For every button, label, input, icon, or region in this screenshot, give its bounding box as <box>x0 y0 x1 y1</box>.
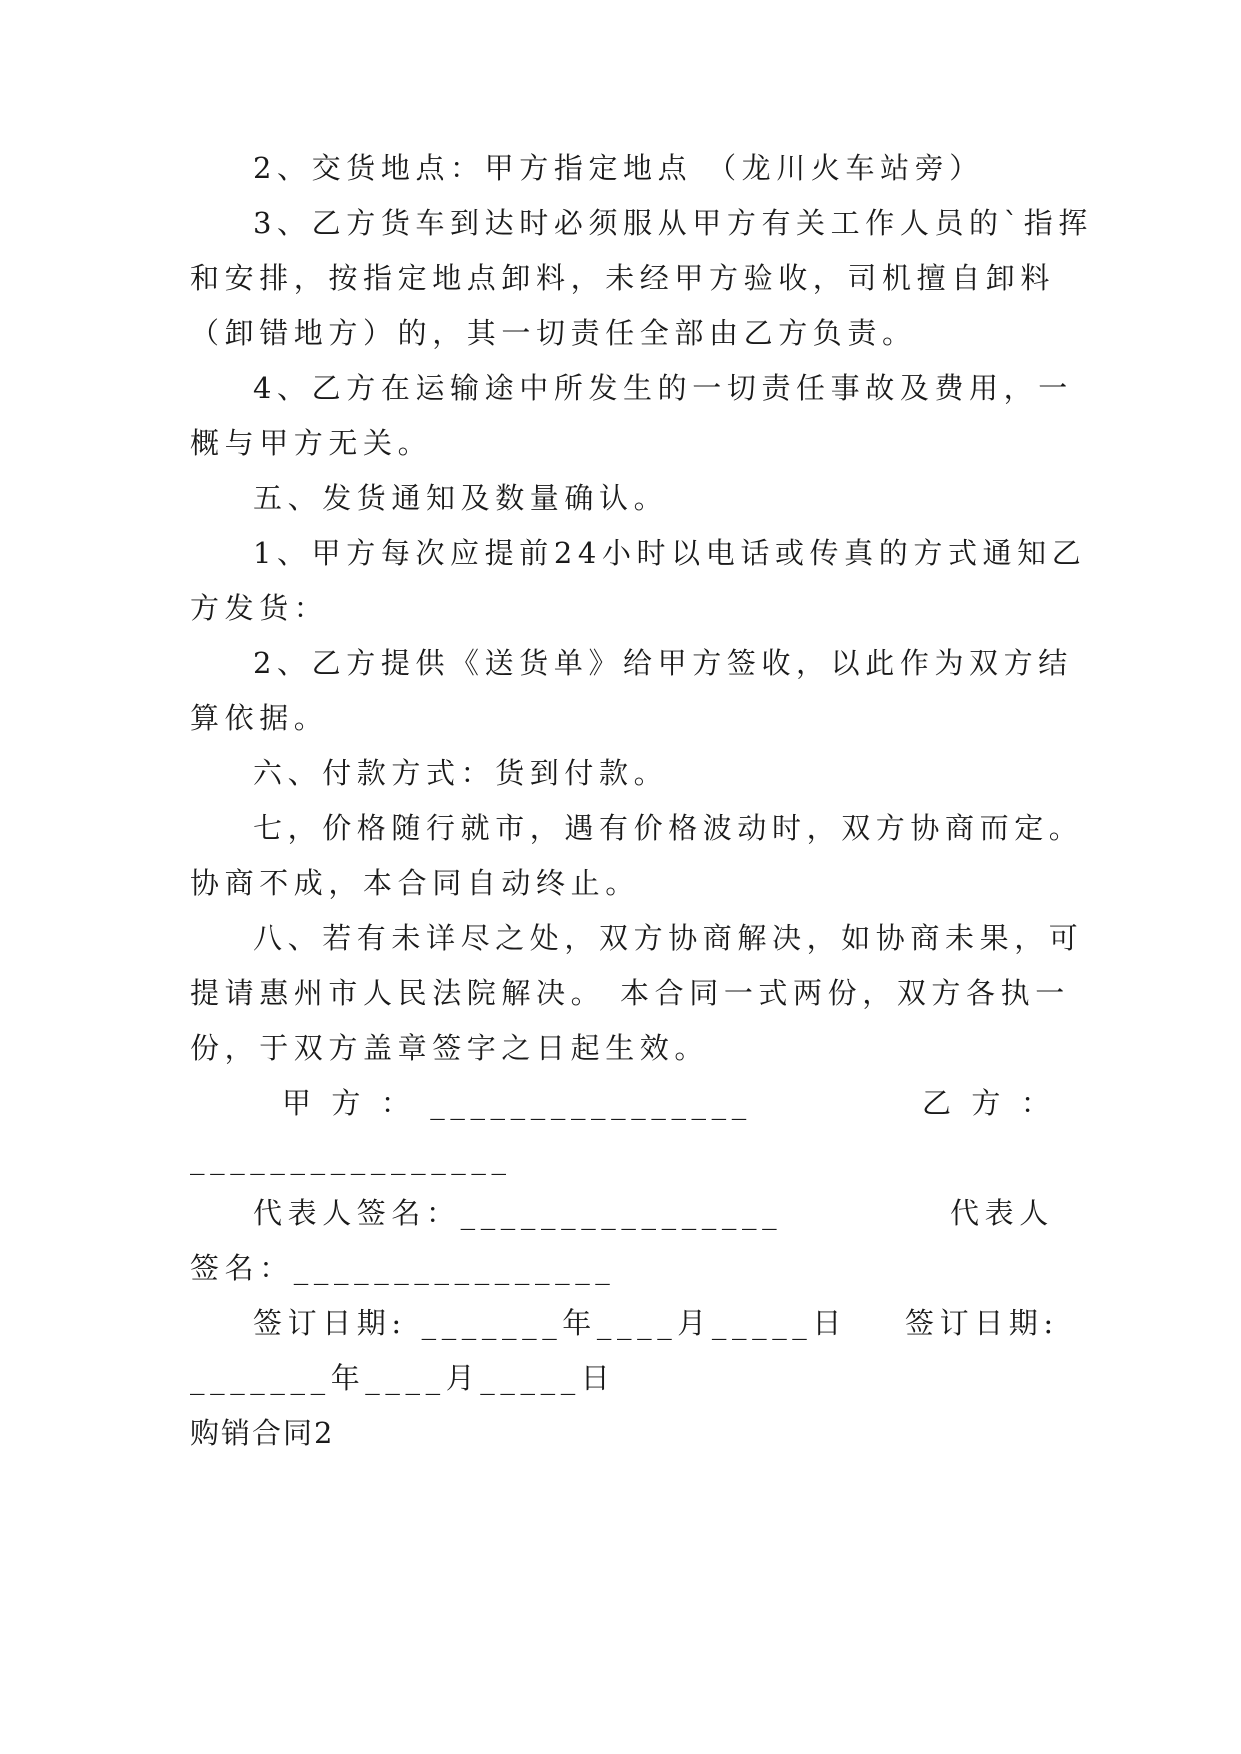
party-a-signature: 甲 方 ： ________________ <box>282 1086 752 1120</box>
representative-a-signature: 代表人签名：________________ <box>253 1196 783 1230</box>
party-b-signature-blank: ________________ <box>190 1141 512 1175</box>
clause-transport-line-2: 概与甲方无关。 <box>190 426 433 460</box>
section-seven-line-2: 协商不成，本合同自动终止。 <box>190 866 640 900</box>
section-six-payment: 六、付款方式：货到付款。 <box>253 756 669 790</box>
clause-unloading-line-2: 和安排，按指定地点卸料，未经甲方验收，司机擅自卸料 <box>190 261 1056 295</box>
section-seven-line-1: 七，价格随行就市，遇有价格波动时，双方协商而定。 <box>253 811 1084 845</box>
signing-date-a: 签订日期: _______年____月_____日 <box>253 1306 847 1340</box>
clause-transport-line-1: 4、乙方在运输途中所发生的一切责任事故及费用，一 <box>253 371 1073 405</box>
clause-delivery-note-line-1: 2、乙方提供《送货单》给甲方签收，以此作为双方结 <box>253 646 1073 680</box>
signing-date-b: 签订日期: <box>905 1306 1059 1340</box>
clause-delivery-note-line-2: 算依据。 <box>190 701 329 735</box>
representative-b-signature-cont: 签名：________________ <box>190 1251 616 1285</box>
clause-unloading-line-1: 3、乙方货车到达时必须服从甲方有关工作人员的`指挥 <box>253 206 1093 240</box>
party-b-signature: 乙 方 ： <box>922 1086 1056 1120</box>
representative-b-signature: 代表人 <box>950 1196 1054 1230</box>
clause-unloading-line-3: （卸错地方）的，其一切责任全部由乙方负责。 <box>190 316 917 350</box>
signing-date-b-cont: _______年____月_____日 <box>190 1361 616 1395</box>
section-eight-line-2: 提请惠州市人民法院解决。 本合同一式两份，双方各执一 <box>190 976 1070 1010</box>
clause-notice-line-1: 1、甲方每次应提前24小时以电话或传真的方式通知乙 <box>253 536 1087 570</box>
section-eight-line-3: 份，于双方盖章签字之日起生效。 <box>190 1031 710 1065</box>
section-five-heading: 五、发货通知及数量确认。 <box>253 481 669 515</box>
clause-delivery-location: 2、交货地点：甲方指定地点 （龙川火车站旁） <box>253 151 984 185</box>
next-contract-heading: 购销合同2 <box>190 1416 335 1450</box>
clause-notice-line-2: 方发货： <box>190 591 329 625</box>
section-eight-line-1: 八、若有未详尽之处，双方协商解决，如协商未果，可 <box>253 921 1084 955</box>
